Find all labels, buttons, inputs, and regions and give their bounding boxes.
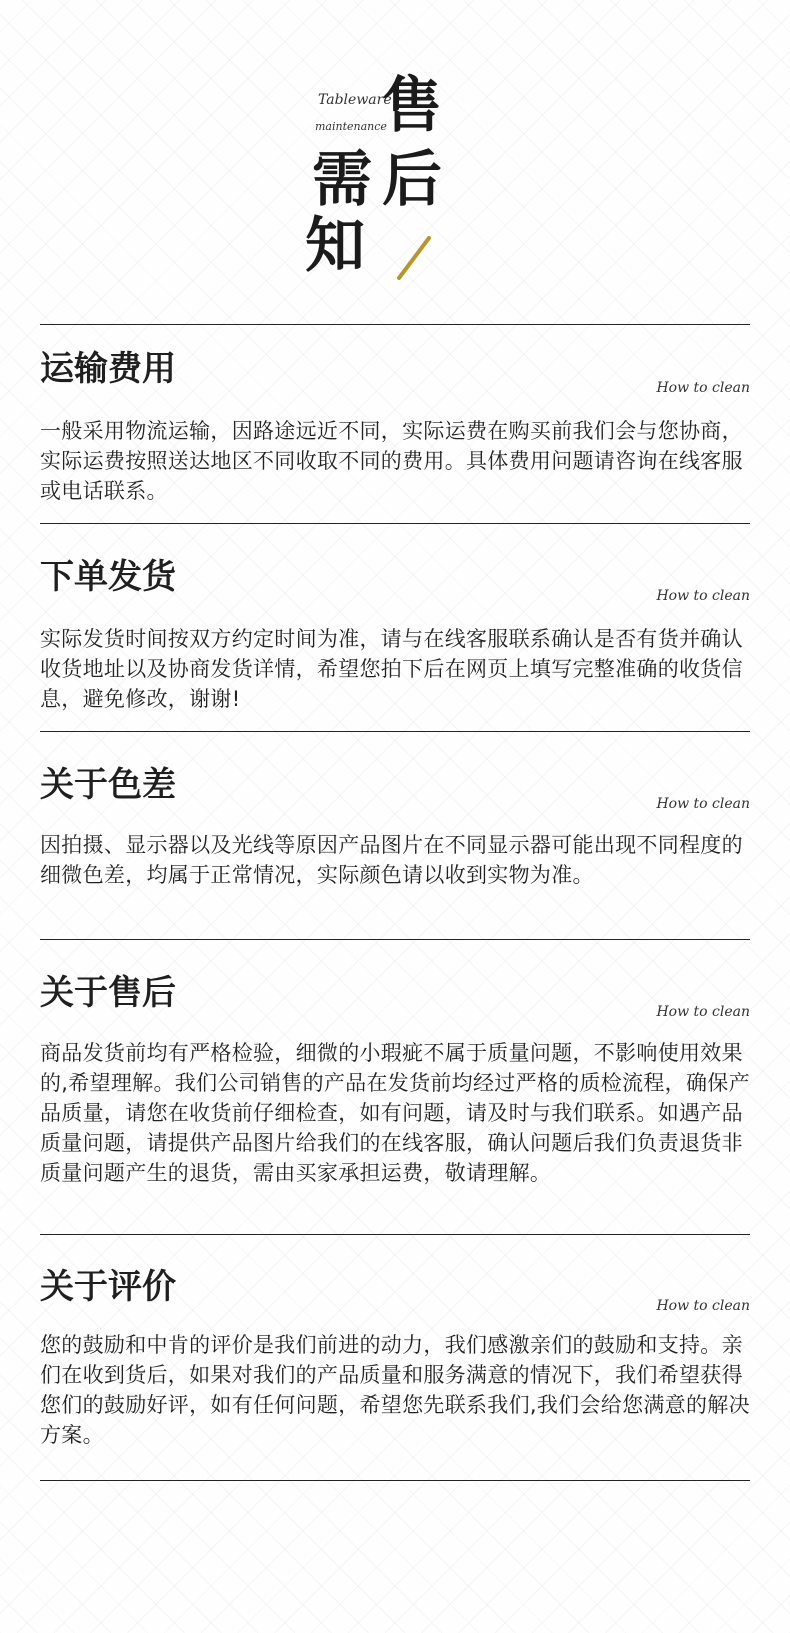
section-tag: How to clean bbox=[656, 588, 750, 604]
section-title: 下单发货 bbox=[40, 557, 176, 597]
section-order-shipping bbox=[40, 557, 750, 720]
section-tag: How to clean bbox=[656, 1298, 750, 1314]
title-char-xu: 需 bbox=[312, 145, 372, 215]
divider bbox=[40, 939, 750, 940]
gold-slash-decoration bbox=[395, 236, 455, 286]
title-char-hou: 后 bbox=[382, 145, 442, 215]
section-title: 关于评价 bbox=[40, 1267, 176, 1307]
divider-bottom bbox=[40, 1480, 750, 1481]
tagline-tableware: Tableware bbox=[318, 92, 392, 108]
section-tag: How to clean bbox=[656, 1004, 750, 1020]
section-title: 关于售后 bbox=[40, 973, 176, 1013]
page-header bbox=[0, 0, 790, 330]
section-tag: How to clean bbox=[656, 380, 750, 396]
divider bbox=[40, 1234, 750, 1235]
title-char-zhi: 知 bbox=[305, 211, 365, 281]
section-body: 因拍摄、显示器以及光线等原因产品图片在不同显示器可能出现不同程度的细微色差，均属于正常情况，实际颜色请以收到实物为准。 bbox=[40, 833, 743, 887]
divider-top bbox=[40, 324, 750, 325]
section-shipping-cost bbox=[40, 349, 750, 512]
section-body: 您的鼓励和中肯的评价是我们前进的动力，我们感激亲们的鼓励和支持。亲们在收到货后，如果对我们的产品质量和服务满意的情况下，我们希望获得您们的鼓励好评，如有任何问题，希望您先联系我们,我们会给您满意的解决方案。 bbox=[40, 1333, 750, 1447]
section-after-sales bbox=[40, 973, 750, 1226]
title-char-shou: 售 bbox=[382, 71, 442, 141]
tagline-maintenance: maintenance bbox=[315, 120, 387, 133]
divider bbox=[40, 523, 750, 524]
section-title: 关于色差 bbox=[40, 765, 176, 805]
divider bbox=[40, 731, 750, 732]
section-body: 实际发货时间按双方约定时间为准，请与在线客服联系确认是否有货并确认收货地址以及协商发货详情，希望您拍下后在网页上填写完整准确的收货信息，避免修改，谢谢! bbox=[40, 627, 743, 711]
section-tag: How to clean bbox=[656, 796, 750, 812]
section-body: 一般采用物流运输，因路途远近不同，实际运费在购买前我们会与您协商，实际运费按照送达地区不同收取不同的费用。具体费用问题请咨询在线客服或电话联系。 bbox=[40, 419, 743, 503]
section-color-difference bbox=[40, 765, 750, 928]
section-body: 商品发货前均有严格检验，细微的小瑕疵不属于质量问题，不影响使用效果的,希望理解。我们公司销售的产品在发货前均经过严格的质检流程，确保产品质量，请您在收货前仔细检查，如有问题，请及时与我们联系。如遇产品质量问题，请提供产品图片给我们的在线客服，确认问题后我们负责退货非质量问题产生的退货，需由买家承担运费，敬请理解。 bbox=[40, 1041, 750, 1185]
section-reviews bbox=[40, 1267, 750, 1470]
section-title: 运输费用 bbox=[40, 349, 176, 389]
